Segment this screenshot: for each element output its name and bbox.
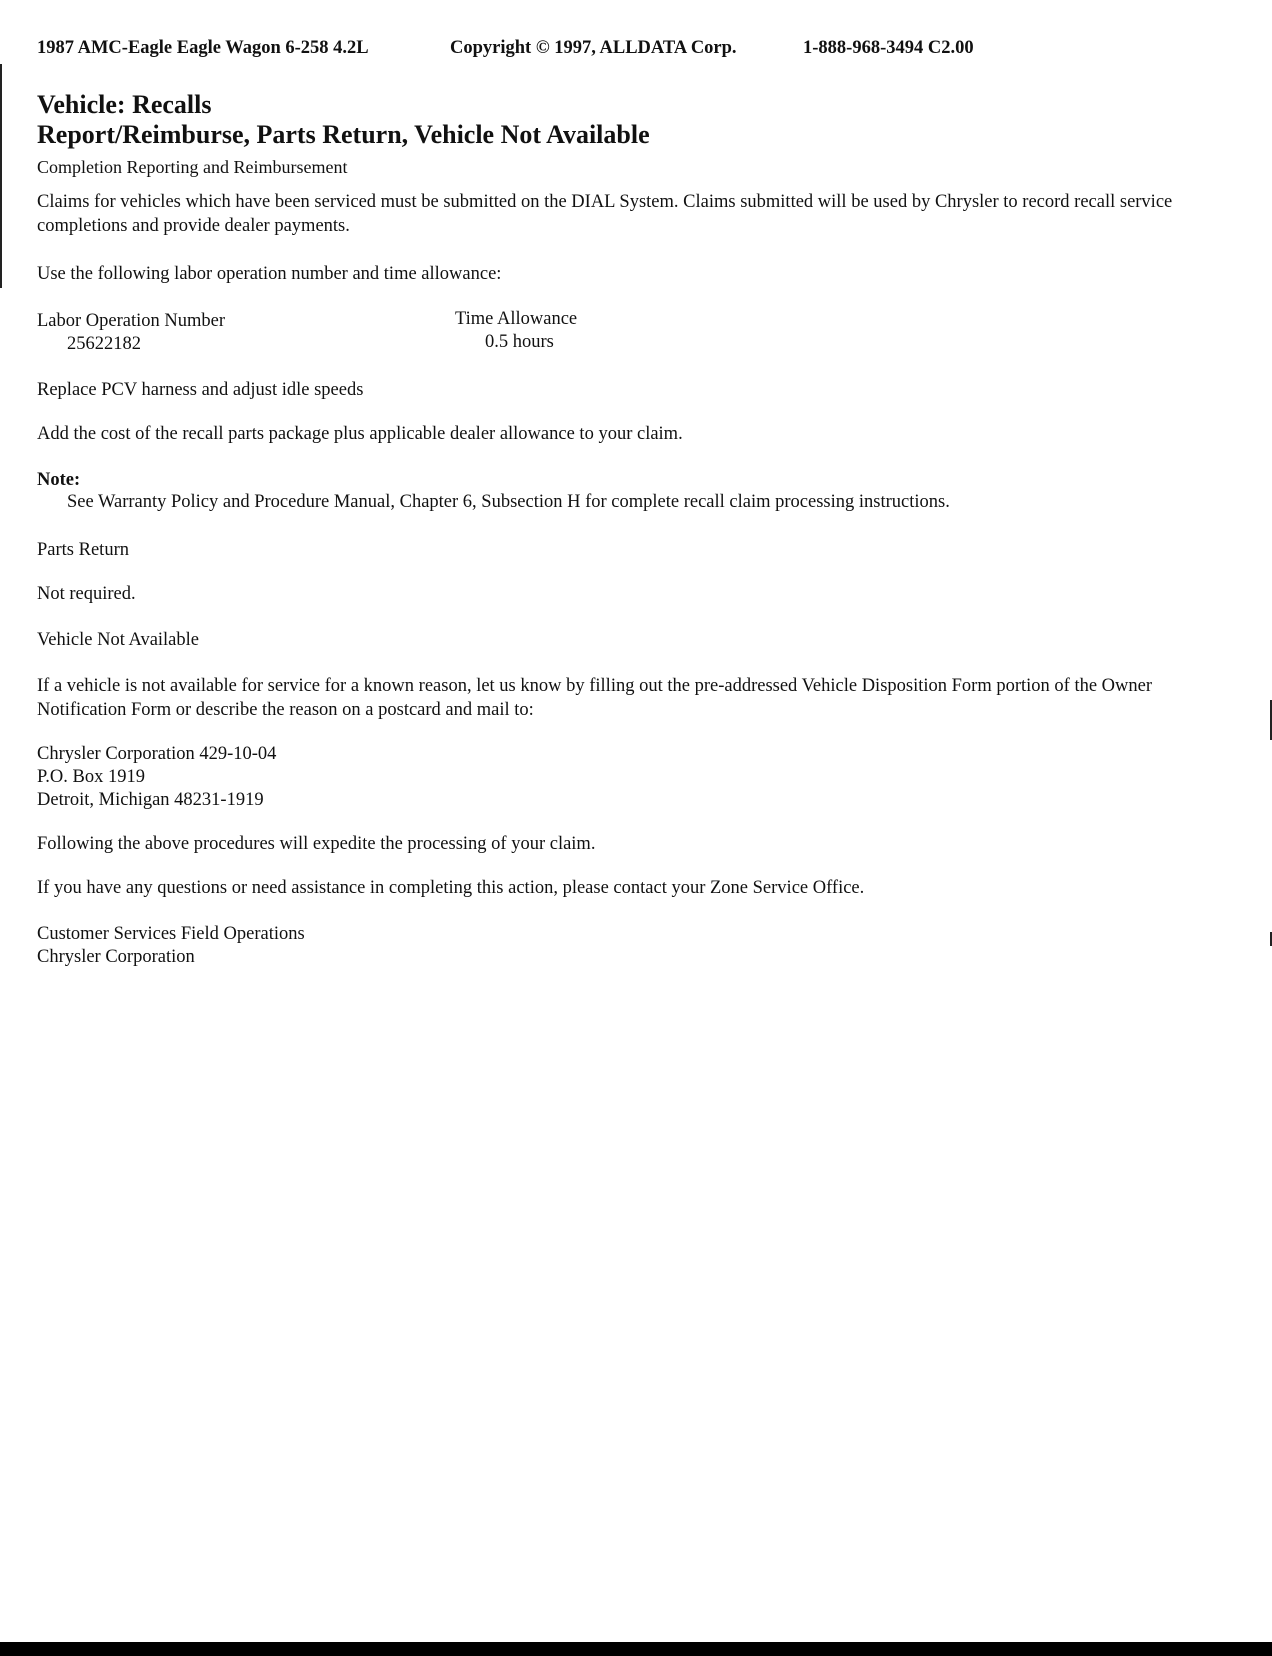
section-subtitle: Completion Reporting and Reimbursement (37, 157, 348, 177)
labor-description: Replace PCV harness and adjust idle speeds (37, 380, 364, 400)
parts-return-heading: Parts Return (37, 540, 129, 560)
add-cost-paragraph: Add the cost of the recall parts package plus applicable dealer allowance to your claim. (37, 424, 683, 444)
vehicle-not-available-heading: Vehicle Not Available (37, 630, 199, 650)
labor-op-header: Labor Operation Number (37, 311, 226, 331)
header-phone: 1-888-968-3494 C2.00 (803, 38, 974, 58)
header-copyright: Copyright © 1997, ALLDATA Corp. (450, 38, 737, 58)
following-paragraph: Following the above procedures will expedite the processing of your claim. (37, 834, 596, 854)
labor-intro: Use the following labor operation number and time allowance: (37, 264, 502, 284)
labor-op-value: 25622182 (67, 334, 141, 354)
scan-margin-line (0, 64, 2, 288)
address-line-1: Chrysler Corporation 429-10-04 (37, 744, 277, 764)
address-line-3: Detroit, Michigan 48231-1919 (37, 790, 264, 810)
signature-line-1: Customer Services Field Operations (37, 924, 305, 944)
vehicle-not-available-text: If a vehicle is not available for service for a known reason, let us know by filling out the pre-addressed Vehicle Disposition Form portion of the Owner Notification Form or describe the reason on a postcard and mail to: (37, 676, 1153, 720)
note-label: Note: (37, 470, 81, 490)
parts-return-text: Not required. (37, 584, 136, 604)
address-line-2: P.O. Box 1919 (37, 767, 145, 787)
page-title: Vehicle: Recalls (37, 90, 212, 119)
note-text: See Warranty Policy and Procedure Manual, Chapter 6, Subsection H for complete recall claim processing instructions. (67, 492, 950, 512)
questions-paragraph: If you have any questions or need assistance in completing this action, please contact your Zone Service Office. (37, 878, 865, 898)
header-vehicle: 1987 AMC-Eagle Eagle Wagon 6-258 4.2L (37, 38, 369, 58)
scan-bottom-bar (0, 1642, 1272, 1656)
page-subtitle-heading: Report/Reimburse, Parts Return, Vehicle Not Available (37, 120, 650, 149)
claims-paragraph: Claims for vehicles which have been serviced must be submitted on the DIAL System. Claims submitted will be used by Chrysler to record recall service completions and provide dealer payments. (37, 192, 1173, 236)
signature-line-2: Chrysler Corporation (37, 947, 195, 967)
time-allowance-header: Time Allowance (455, 309, 578, 329)
time-allowance-value: 0.5 hours (485, 332, 554, 352)
